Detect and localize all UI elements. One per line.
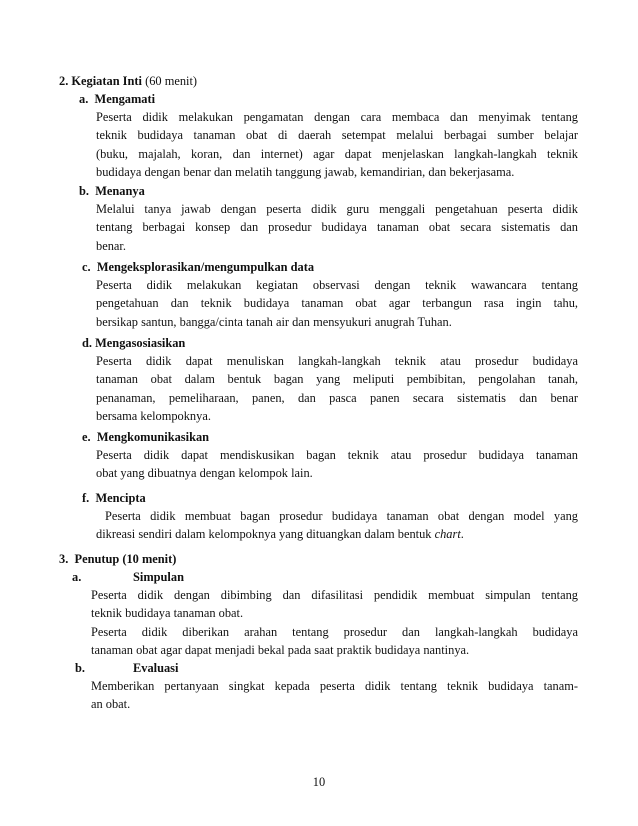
item-3b-title: Evaluasi [133,661,179,675]
section-2-duration: (60 menit) [145,74,198,88]
item-3a-title-wrap [133,568,184,586]
item-2e-heading [82,428,209,446]
item-2c-body [96,276,578,331]
item-2b-marker: b. [79,184,89,198]
item-3b-title-wrap [133,659,178,677]
body-line: benar. [96,238,126,253]
body-line: Memberikan pertanyaan singkat kepada peserta didik tentang teknik budidaya tanam- [91,679,578,693]
item-2f-body [96,507,578,544]
item-2f-title: Mencipta [95,491,146,505]
page-number: 10 [312,775,326,789]
body-line: Peserta didik membuat bagan prosedur budidaya tanaman obat dengan model yang [105,509,578,523]
item-2d-marker: d. [82,336,92,350]
body-line: an obat. [91,697,131,712]
item-2a-title: Mengamati [94,92,156,106]
body-line: budidaya dengan benar dan melatih tanggung jawab, kemandirian, dan bekerjasama. [96,165,515,180]
item-2f-heading [82,489,146,507]
item-2f-marker: f. [82,491,90,505]
body-line: Peserta didik melakukan kegiatan observasi dengan teknik wawancara tentang [96,278,578,292]
item-3a-marker-wrap [72,568,81,586]
item-2e-marker: e. [82,430,91,444]
item-2a-body [96,108,578,182]
body-line: Peserta didik dengan dibimbing dan difasilitasi pendidik membuat simpulan tentang [91,588,578,602]
section-2-number: 2. [59,74,69,88]
item-2a-marker: a. [79,92,89,106]
body-line: pengetahuan dan teknik budidaya tanaman obat agar terbangun rasa ingin tahu, [96,296,578,311]
item-3a-marker: a. [72,570,82,584]
body-text: dikreasi sendiri dalam kelompoknya yang dituangkan dalam bentuk [96,527,432,542]
body-line: Peserta didik dapat menuliskan langkah-langkah teknik atau prosedur budidaya [96,354,578,368]
body-line: tentang berbagai konsep dan prosedur budidaya tanaman obat secara sistematis dan [96,220,578,235]
section-2-heading [59,72,197,90]
body-line: tanaman obat dalam bentuk bagan yang meliputi pembibitan, pengolahan tanah, [96,372,578,387]
item-2d-title: Mengasosiasikan [95,336,186,350]
item-2d-body [96,352,578,426]
body-line: Melalui tanya jawab dengan peserta didik guru menggali pengetahuan peserta didik [96,202,578,216]
body-line: Peserta didik dapat mendiskusikan bagan teknik atau prosedur budidaya tanaman [96,448,578,462]
item-2b-body [96,200,578,255]
item-2e-body [96,446,578,483]
section-2-title: Kegiatan Inti [71,74,142,88]
section-3-title: Penutup (10 menit) [74,552,177,566]
body-line: teknik budidaya tanaman obat. [91,606,244,621]
body-line [96,525,578,543]
item-2b-title: Menanya [95,184,145,198]
item-3b-marker-wrap [75,659,85,677]
body-line: penanaman, pemeliharaan, panen, dan pasca panen secara sistematis dan benar [96,390,578,405]
section-3-heading [59,550,176,568]
body-line: (buku, majalah, koran, dan internet) agar dapat menjelaskan langkah-langkah teknik [96,146,578,161]
body-text: . [460,527,464,542]
item-3b-body [91,677,578,714]
body-line: Peserta didik melakukan pengamatan dengan cara membaca dan menyimak tentang [96,110,578,124]
body-line: tanaman obat agar dapat menjadi bekal pada saat praktik budidaya nantinya. [91,643,470,658]
item-3a-title: Simpulan [133,570,184,584]
section-3-number: 3. [59,552,69,566]
item-2c-title: Mengeksplorasikan/mengumpulkan data [96,260,315,274]
item-2e-title: Mengkomunikasikan [96,430,210,444]
body-line: bersama kelompoknya. [96,409,211,424]
body-line: bersikap santun, bangga/cinta tanah air dan mensyukuri anugrah Tuhan. [96,314,452,329]
item-2b-heading [79,182,145,200]
item-3b-marker: b. [75,661,85,675]
item-3a-body [91,586,578,660]
body-line: obat yang dibuatnya dengan kelompok lain. [96,466,313,481]
chart-term: chart [434,527,461,542]
item-2d-heading [82,334,185,352]
body-line: Peserta didik diberikan arahan tentang prosedur dan langkah-langkah budidaya [91,624,578,639]
item-2c-heading [82,258,314,276]
item-2a-heading [79,90,155,108]
item-2c-marker: c. [82,260,91,274]
body-line: teknik budidaya tanaman obat di daerah setempat melalui berbagai sumber belajar [96,128,578,143]
